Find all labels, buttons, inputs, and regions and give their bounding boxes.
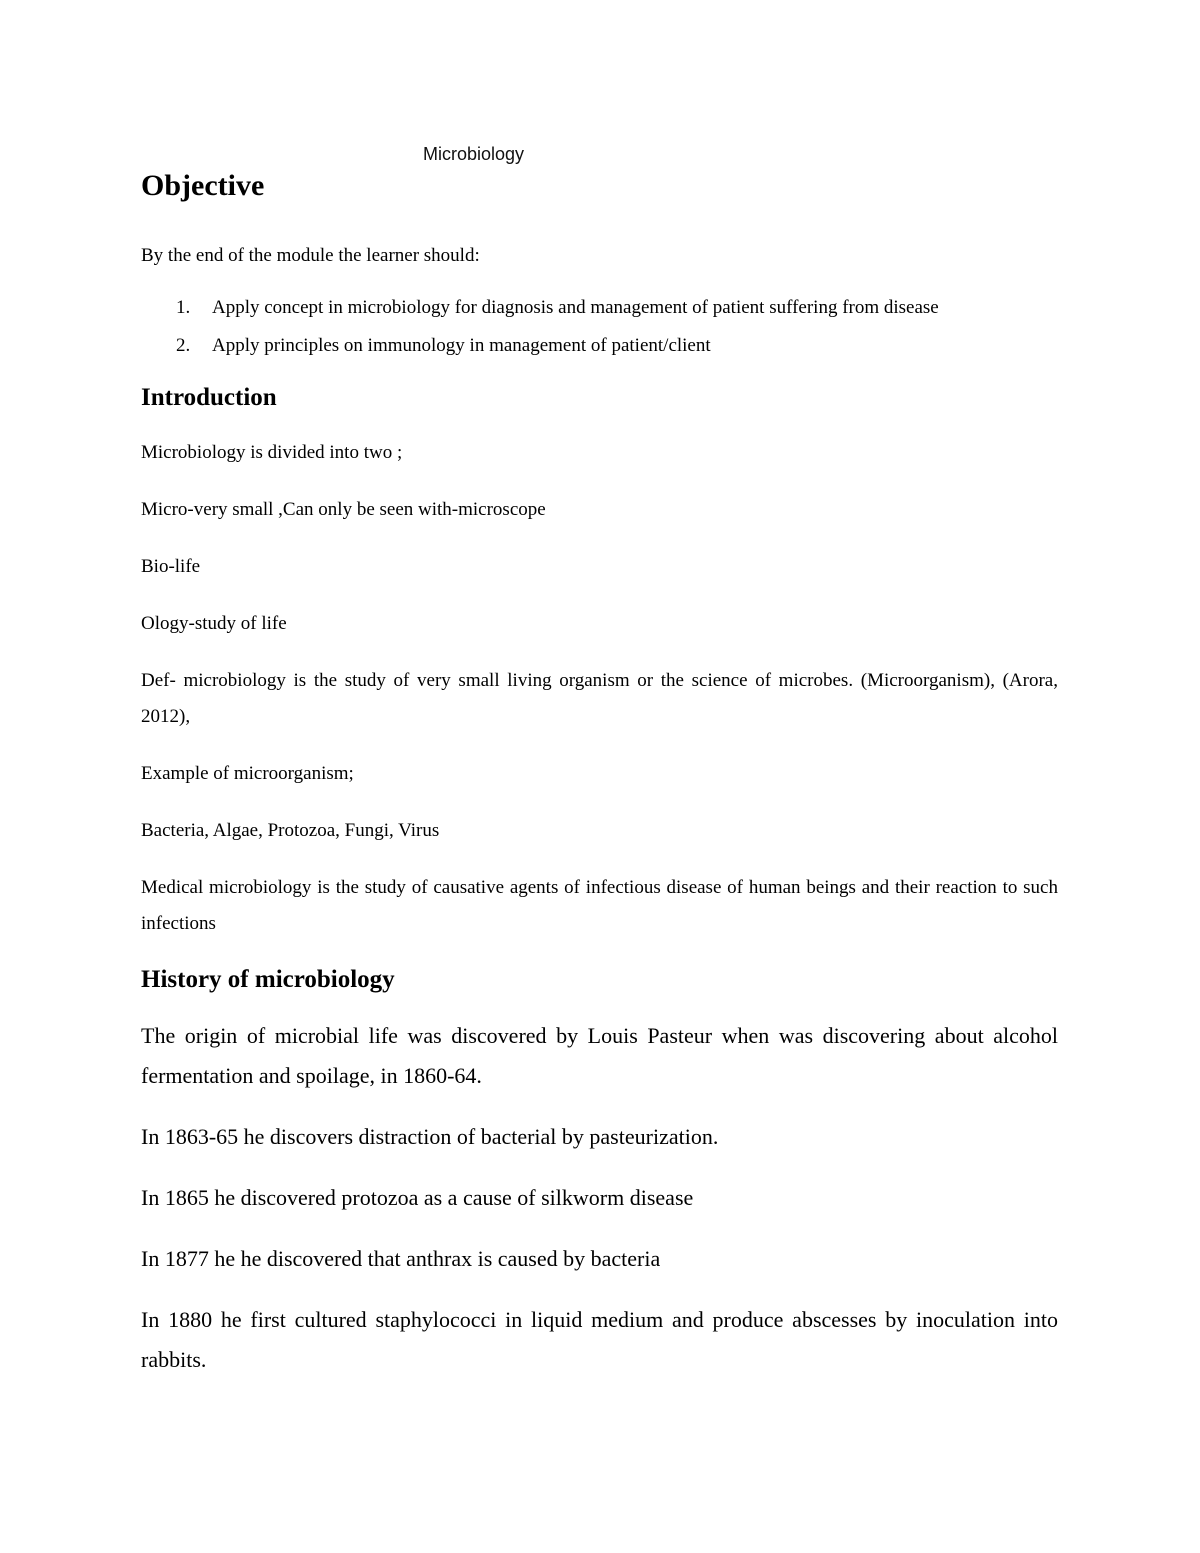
list-item — [141, 289, 1058, 327]
page-header-title: Microbiology — [423, 144, 525, 164]
document-body — [141, 166, 1058, 1401]
intro-paragraph: Example of microorganism; — [141, 763, 354, 784]
list-item-text: Apply concept in microbiology for diagnosis and management of patient suffering from disease — [212, 297, 939, 318]
intro-paragraph: Bacteria, Algae, Protozoa, Fungi, Virus — [141, 820, 440, 841]
intro-paragraph: Def- microbiology is the study of very small living organism or the science of microbes. (Microorganism), (Arora, 2012), — [141, 670, 1058, 727]
list-item-number: 2. — [176, 335, 191, 356]
history-paragraph: In 1865 he discovered protozoa as a cause of silkworm disease — [141, 1185, 694, 1210]
history-paragraph: In 1877 he he discovered that anthrax is caused by bacteria — [141, 1246, 661, 1271]
intro-paragraph: Microbiology is divided into two ; — [141, 442, 403, 463]
objective-heading: Objective — [141, 169, 265, 202]
history-heading: History of microbiology — [141, 966, 395, 993]
introduction-heading: Introduction — [141, 384, 277, 411]
intro-paragraph: Medical microbiology is the study of causative agents of infectious disease of human beings and their reaction to such infections — [141, 877, 1058, 934]
objective-lead: By the end of the module the learner should: — [141, 245, 480, 266]
intro-paragraph: Bio-life — [141, 556, 201, 577]
list-item-text: Apply principles on immunology in management of patient/client — [212, 335, 711, 356]
history-paragraph: The origin of microbial life was discovered by Louis Pasteur when was discovering about alcohol fermentation and spoilage, in 1860-64. — [141, 1023, 1058, 1088]
objective-list — [141, 289, 1058, 365]
history-paragraph: In 1880 he first cultured staphylococci in liquid medium and produce abscesses by inoculation into rabbits. — [141, 1307, 1058, 1372]
list-item-number: 1. — [176, 297, 191, 318]
intro-paragraph: Ology-study of life — [141, 613, 287, 634]
list-item — [141, 327, 1058, 365]
intro-paragraph: Micro-very small ,Can only be seen with-microscope — [141, 499, 546, 520]
history-paragraph: In 1863-65 he discovers distraction of bacterial by pasteurization. — [141, 1124, 719, 1149]
